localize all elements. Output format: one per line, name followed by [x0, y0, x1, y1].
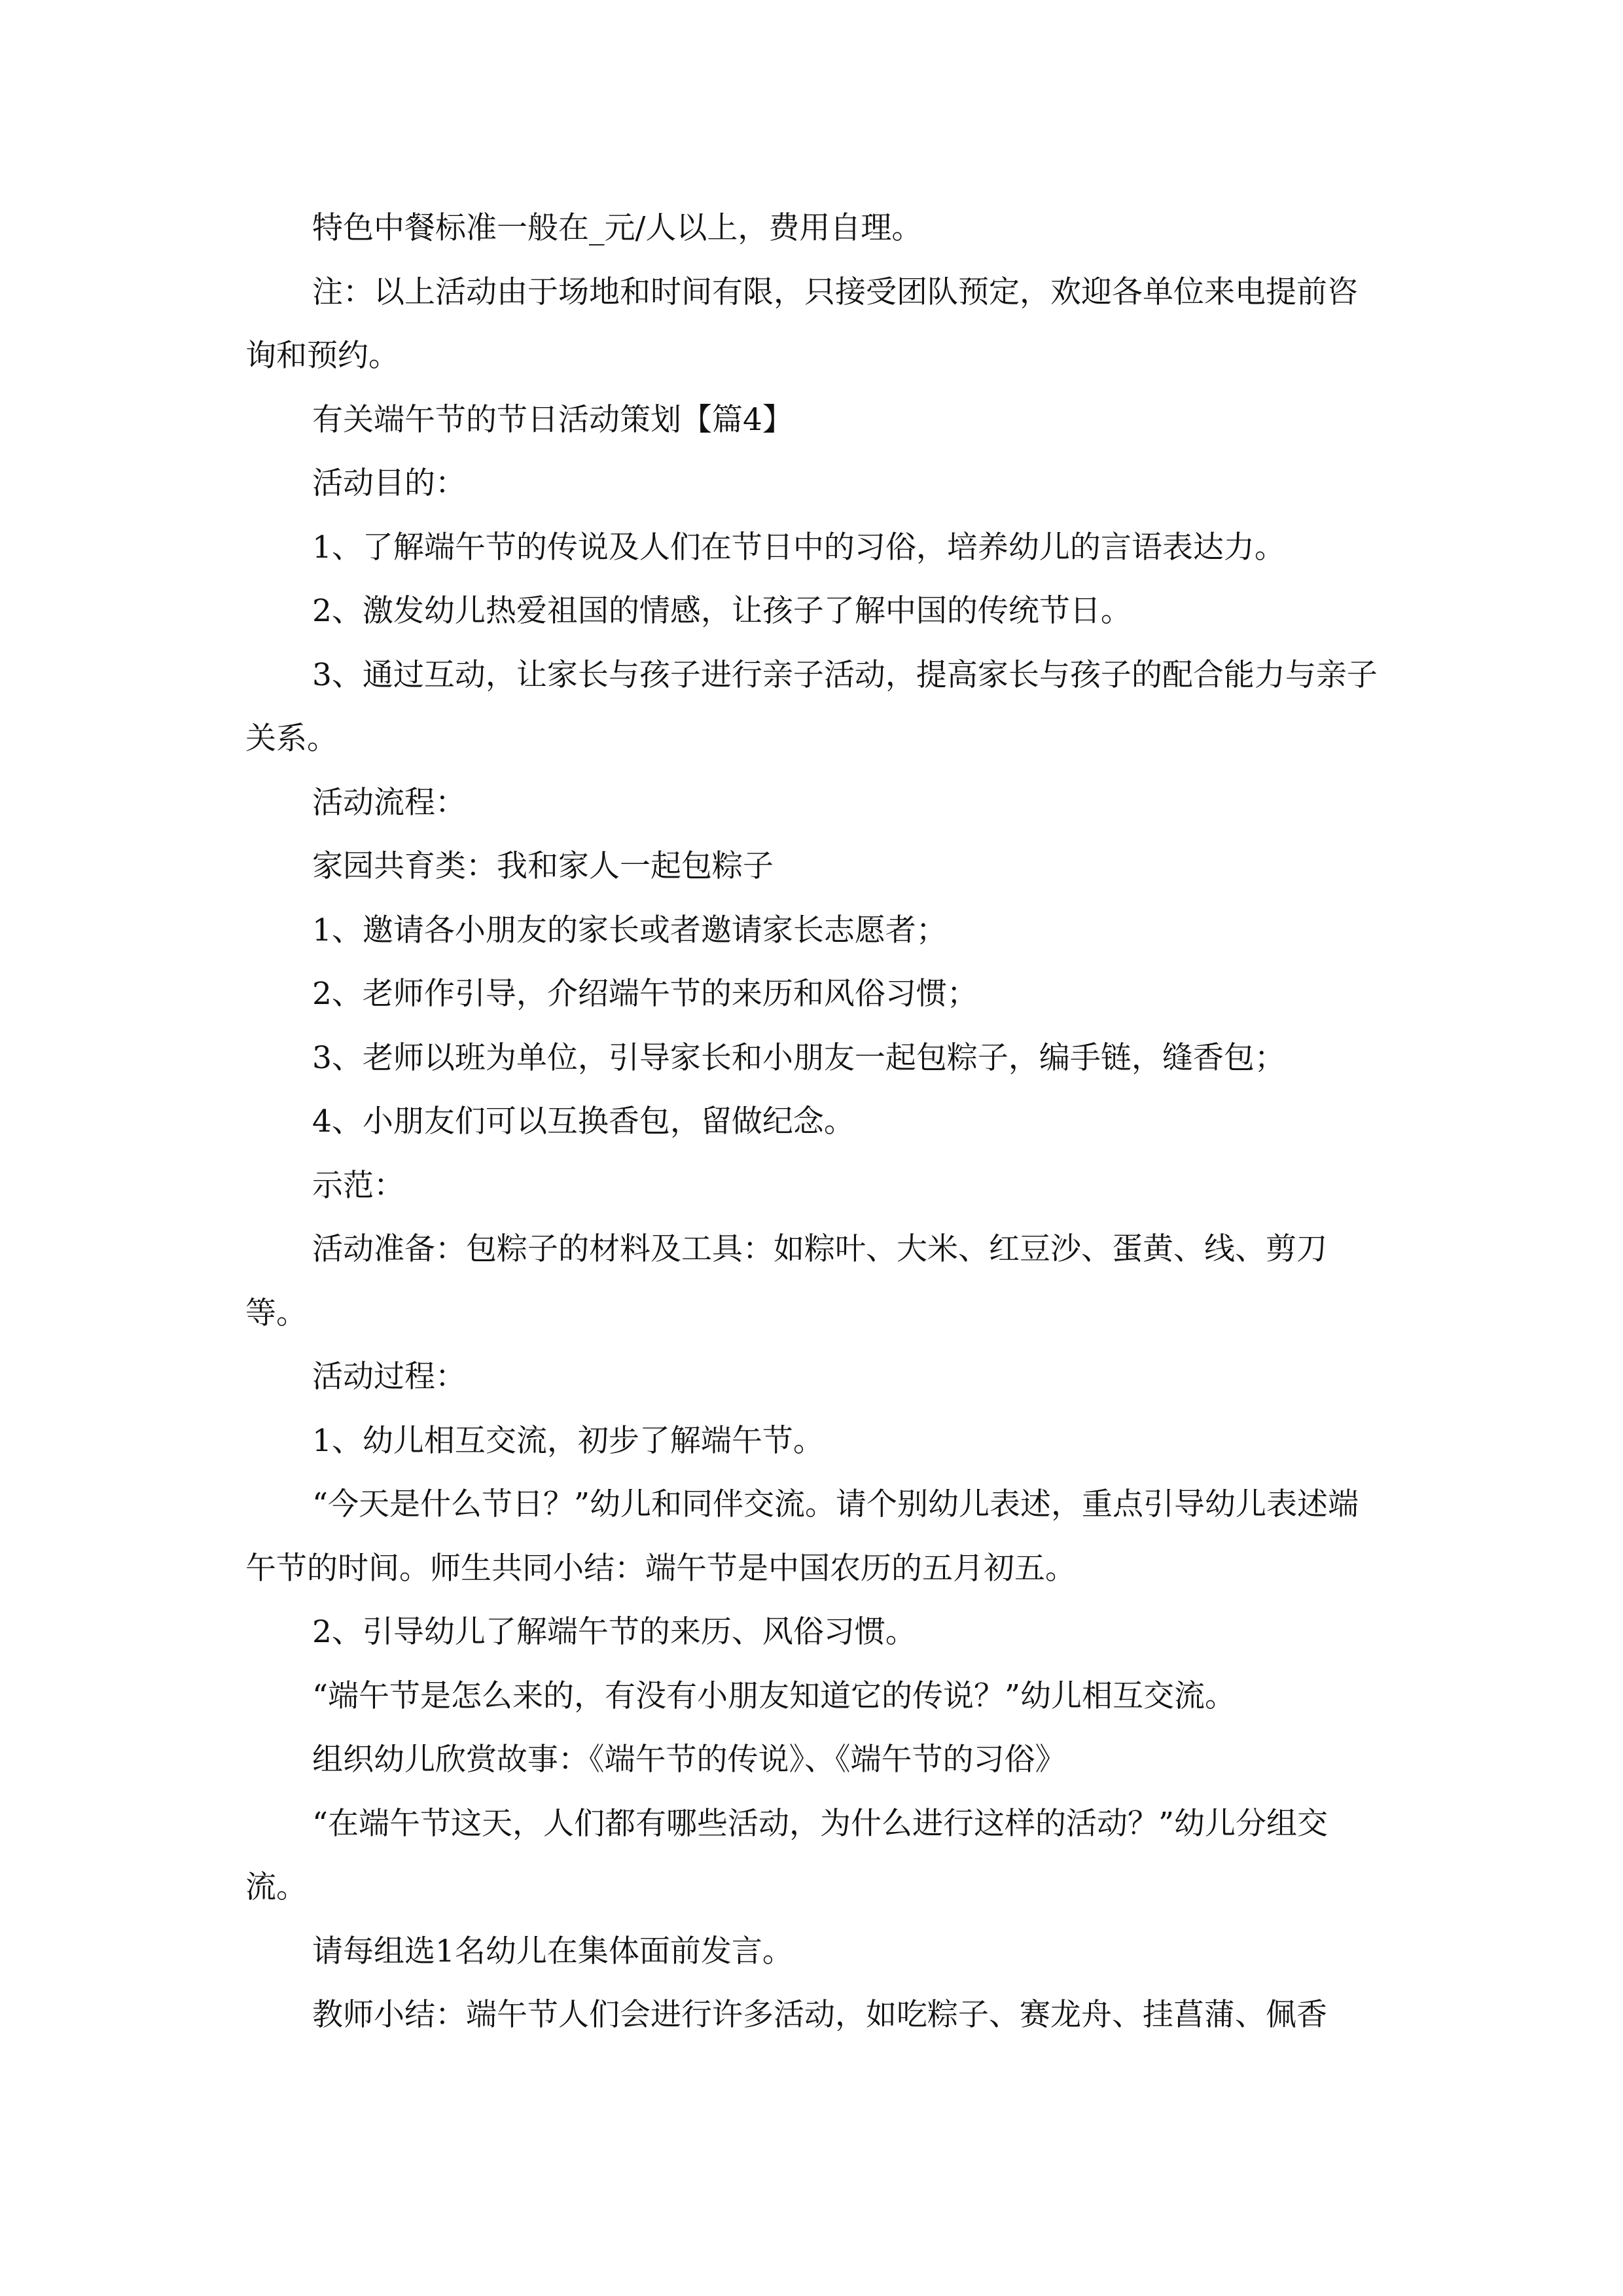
paragraph-example-heading: 示范： [312, 1167, 404, 1204]
paragraph-meal-standard: 特色中餐标准一般在_元/人以上，费用自理。 [312, 210, 923, 246]
paragraph-goal-heading: 活动目的： [312, 465, 466, 501]
paragraph-step-3: 3、老师以班为单位，引导家长和小朋友一起包粽子，编手链，缝香包； [312, 1039, 1285, 1076]
paragraph-process-1: 1、幼儿相互交流，初步了解端午节。 [312, 1422, 824, 1459]
section-heading: 有关端午节的节日活动策划【篇4】 [312, 401, 793, 438]
paragraph-process-2: 2、引导幼儿了解端午节的来历、风俗习惯。 [312, 1614, 916, 1650]
paragraph-preparation: 活动准备：包粽子的材料及工具：如粽叶、大米、红豆沙、蛋黄、线、剪刀等。 [245, 1231, 1327, 1331]
paragraph-goal-3: 3、通过互动，让家长与孩子进行亲子活动，提高家长与孩子的配合能力与亲子关系。 [245, 656, 1378, 757]
paragraph-group-discussion: “在端午节这天，人们都有哪些活动，为什么进行这样的活动？”幼儿分组交流。 [245, 1805, 1329, 1905]
paragraph-flow-heading: 活动流程： [312, 784, 466, 821]
paragraph-goal-1: 1、了解端午节的传说及人们在节日中的习俗，培养幼儿的言语表达力。 [312, 529, 1285, 565]
paragraph-step-2: 2、老师作引导，介绍端午节的来历和风俗习惯； [312, 976, 978, 1012]
paragraph-stories: 组织幼儿欣赏故事：《端午节的传说》、《端午节的习俗》 [312, 1742, 1066, 1778]
paragraph-step-4: 4、小朋友们可以互换香包，留做纪念。 [312, 1103, 855, 1139]
paragraph-family-activity: 家园共育类：我和家人一起包粽子 [312, 848, 774, 884]
paragraph-process-1-detail: “今天是什么节日？”幼儿和同伴交流。请个别幼儿表述，重点引导幼儿表述端午节的时间。师生共同小结：端午节是中国农历的五月初五。 [245, 1486, 1359, 1587]
paragraph-note: 注：以上活动由于场地和时间有限，只接受团队预定，欢迎各单位来电提前咨询和预约。 [245, 274, 1358, 374]
paragraph-speech: 请每组选1名幼儿在集体面前发言。 [312, 1933, 793, 1969]
paragraph-process-2-question: “端午节是怎么来的，有没有小朋友知道它的传说？”幼儿相互交流。 [312, 1677, 1236, 1714]
paragraph-teacher-summary: 教师小结：端午节人们会进行许多活动，如吃粽子、赛龙舟、挂菖蒲、佩香 [312, 1997, 1327, 2033]
document-body [245, 196, 1381, 2047]
paragraph-process-heading: 活动过程： [312, 1359, 466, 1395]
paragraph-step-1: 1、邀请各小朋友的家长或者邀请家长志愿者； [312, 912, 947, 948]
paragraph-goal-2: 2、激发幼儿热爱祖国的情感，让孩子了解中国的传统节日。 [312, 593, 1132, 629]
